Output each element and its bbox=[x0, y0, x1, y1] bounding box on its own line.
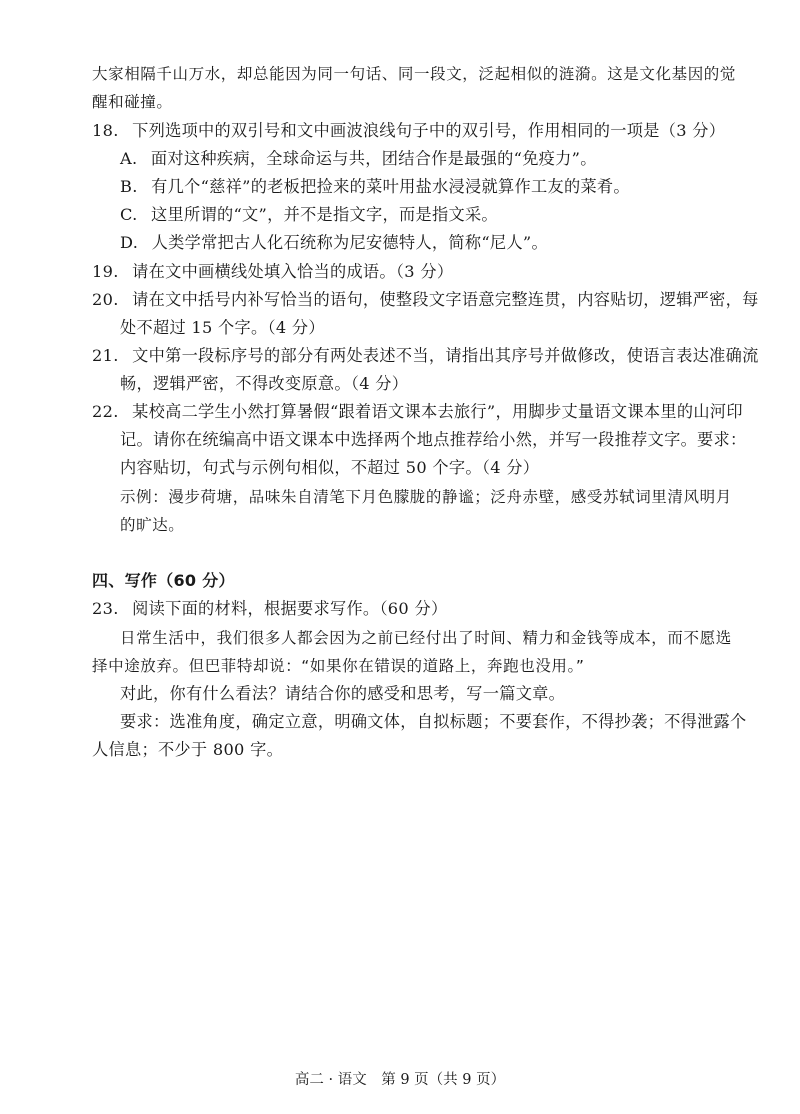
option-text: 这里所谓的“文”，并不是指文字，而是指文采。 bbox=[151, 205, 498, 224]
question-23 bbox=[92, 599, 447, 619]
question-number: 18. bbox=[92, 121, 119, 140]
question-19 bbox=[92, 262, 453, 282]
option-c bbox=[120, 205, 498, 225]
passage-line: 醒和碰撞。 bbox=[92, 93, 173, 111]
question-22 bbox=[92, 402, 743, 422]
question-text: 下列选项中的双引号和文中画波浪线句子中的双引号，作用相同的一项是（3 分） bbox=[132, 121, 726, 140]
option-label: C. bbox=[120, 205, 138, 224]
writing-requirements: 要求：选准角度，确定立意，明确文体，自拟标题；不要套作，不得抄袭；不得泄露个 bbox=[120, 712, 747, 731]
question-text: 请在文中括号内补写恰当的语句，使整段文字语意完整连贯，内容贴切，逻辑严密，每 bbox=[132, 290, 759, 309]
question-number: 19. bbox=[92, 262, 119, 281]
question-text-cont: 处不超过 15 个字。（4 分） bbox=[120, 318, 325, 337]
passage-line: 大家相隔千山万水，却总能因为同一句话、同一段文，泛起相似的涟漪。这是文化基因的觉 bbox=[92, 65, 737, 83]
question-text-cont: 畅，逻辑严密，不得改变原意。（4 分） bbox=[120, 374, 409, 393]
writing-requirements: 人信息；不少于 800 字。 bbox=[92, 740, 284, 759]
option-b bbox=[120, 177, 630, 197]
question-20 bbox=[92, 290, 759, 310]
question-number: 20. bbox=[92, 290, 119, 309]
question-18 bbox=[92, 121, 725, 141]
section-heading: 四、写作（60 分） bbox=[92, 571, 235, 590]
page-footer: 高二 · 语文 第 9 页（共 9 页） bbox=[294, 1072, 506, 1088]
question-text-cont: 记。请你在统编高中语文课本中选择两个地点推荐给小然，并写一段推荐文字。要求： bbox=[120, 430, 747, 449]
question-21 bbox=[92, 346, 759, 366]
example-text: 示例：漫步荷塘，品味朱自清笔下月色朦胧的静谧；泛舟赤壁，感受苏轼词里清风明月 bbox=[120, 488, 732, 506]
question-text: 阅读下面的材料，根据要求写作。（60 分） bbox=[132, 599, 448, 618]
example-text: 的旷达。 bbox=[120, 516, 185, 534]
question-text: 请在文中画横线处填入恰当的成语。（3 分） bbox=[132, 262, 454, 281]
material-text: 日常生活中，我们很多人都会因为之前已经付出了时间、精力和金钱等成本，而不愿选 bbox=[120, 629, 732, 647]
option-text: 人类学常把古人化石统称为尼安德特人，简称“尼人”。 bbox=[151, 233, 548, 252]
option-a bbox=[120, 149, 597, 169]
option-text: 有几个“慈祥”的老板把捡来的菜叶用盐水浸浸就算作工友的菜肴。 bbox=[151, 177, 630, 196]
question-number: 21. bbox=[92, 346, 119, 365]
question-number: 23. bbox=[92, 599, 119, 618]
question-text: 文中第一段标序号的部分有两处表述不当，请指出其序号并做修改，使语言表达准确流 bbox=[132, 346, 759, 365]
option-label: A. bbox=[120, 149, 138, 168]
question-text: 某校高二学生小然打算暑假“跟着语文课本去旅行”，用脚步丈量语文课本里的山河印 bbox=[132, 402, 743, 421]
question-text-cont: 内容贴切，句式与示例句相似，不超过 50 个字。（4 分） bbox=[120, 458, 540, 477]
writing-prompt: 对此，你有什么看法？请结合你的感受和思考，写一篇文章。 bbox=[120, 684, 566, 703]
material-text: 择中途放弃。但巴菲特却说：“如果你在错误的道路上，奔跑也没用。” bbox=[92, 657, 585, 675]
question-number: 22. bbox=[92, 402, 119, 421]
option-label: D. bbox=[120, 233, 139, 252]
option-d bbox=[120, 233, 548, 253]
option-text: 面对这种疾病，全球命运与共，团结合作是最强的“免疫力”。 bbox=[150, 149, 597, 168]
option-label: B. bbox=[120, 177, 138, 196]
